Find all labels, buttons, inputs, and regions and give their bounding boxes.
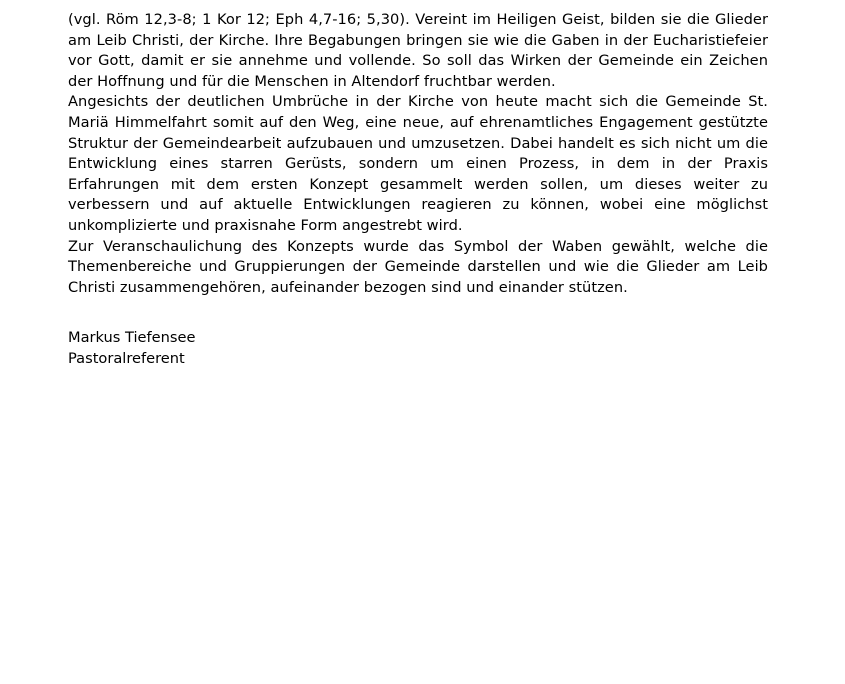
signature-name: Markus Tiefensee (68, 329, 196, 347)
signature-role: Pastoralreferent (68, 349, 185, 367)
document-body (68, 0, 768, 370)
signature-block (68, 328, 768, 369)
paragraph-3: Zur Veranschaulichung des Konzepts wurde das Symbol der Waben gewählt, welche die Themenbereiche und Gruppierungen der Gemeinde darstellen und wie die Glieder am Leib Christi zusammengehören, aufeinander bezogen sind und einander stützen. (68, 237, 768, 296)
paragraph-1: (vgl. Röm 12,3-8; 1 Kor 12; Eph 4,7-16; 5,30). Vereint im Heiligen Geist, bilden sie die Glieder am Leib Christi, der Kirche. Ihre Begabungen bringen sie wie die Gaben in der Eucharistiefeier vor Gott, damit er sie annehme und vollende. So soll das Wirken der Gemeinde ein Zeichen der Hoffnung und für die Menschen in Altendorf fruchtbar werden. (68, 11, 768, 90)
paragraph-2: Angesichts der deutlichen Umbrüche in der Kirche von heute macht sich die Gemeinde St. Mariä Himmelfahrt somit auf den Weg, eine neue, auf ehrenamtliches Engagement gestützte Struktur der Gemeindearbeit aufzubauen und umzusetzen. Dabei handelt es sich nicht um die Entwicklung eines starren Gerüsts, sondern um einen Prozess, in dem in der Praxis Erfahrungen mit dem ersten Konzept gesammelt werden sollen, um dieses weiter zu verbessern und auf aktuelle Entwicklungen reagieren zu können, wobei eine möglichst unkomplizierte und praxisnahe Form angestrebt wird. (68, 93, 768, 234)
